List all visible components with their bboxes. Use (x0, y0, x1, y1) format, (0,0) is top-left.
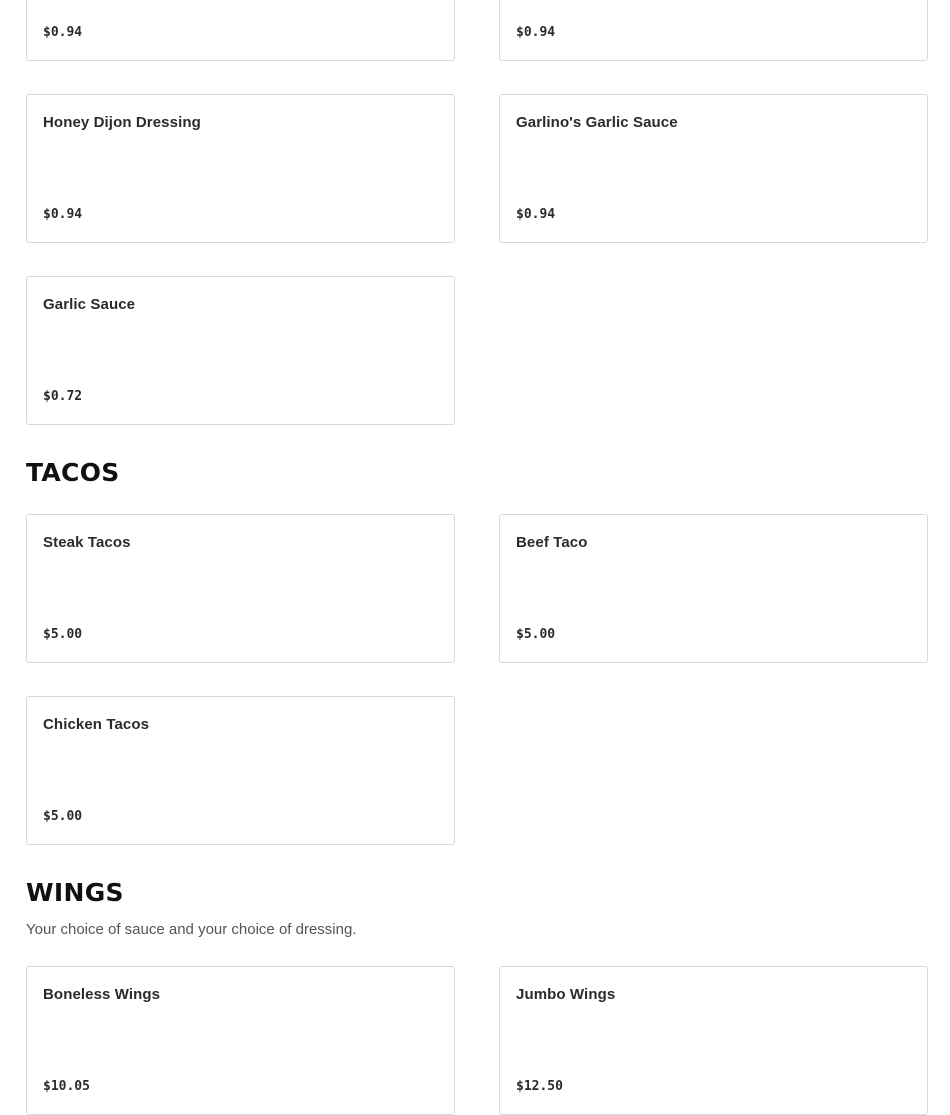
menu-item-card[interactable] (26, 94, 455, 243)
section-title-tacos: TACOS (26, 458, 120, 487)
menu-item-name: Garlino's Garlic Sauce (516, 114, 678, 131)
menu-item-price: $0.72 (43, 389, 83, 404)
menu-item-price: $0.94 (43, 25, 83, 40)
menu-item-price: $5.00 (43, 809, 83, 824)
menu-item-name: Chicken Tacos (43, 716, 150, 733)
menu-item-card[interactable] (499, 94, 928, 243)
menu-item-price: $5.00 (43, 627, 83, 642)
menu-item-name: Honey Dijon Dressing (43, 114, 201, 131)
menu-item-card[interactable] (26, 696, 455, 845)
menu-item-card[interactable] (499, 966, 928, 1115)
menu-item-name: Steak Tacos (43, 534, 131, 551)
menu-item-price: $0.94 (43, 207, 83, 222)
menu-item-name: Garlic Sauce (43, 296, 136, 313)
menu-item-price: $0.94 (516, 25, 556, 40)
menu-item-price: $12.50 (516, 1079, 563, 1094)
menu-item-card[interactable] (26, 966, 455, 1115)
menu-item-name: Boneless Wings (43, 986, 161, 1003)
menu-item-price: $5.00 (516, 627, 556, 642)
menu-item-price: $10.05 (43, 1079, 90, 1094)
section-description: Your choice of sauce and your choice of dressing. (26, 921, 357, 938)
menu-item-card[interactable] (26, 276, 455, 425)
section-title-wings: WINGS (26, 878, 124, 907)
menu-item-card[interactable] (499, 0, 928, 61)
menu-item-card[interactable] (499, 514, 928, 663)
menu-item-card[interactable] (26, 514, 455, 663)
menu-item-name: Jumbo Wings (516, 986, 616, 1003)
menu-item-price: $0.94 (516, 207, 556, 222)
menu-item-name: Beef Taco (516, 534, 588, 551)
menu-item-card[interactable] (26, 0, 455, 61)
